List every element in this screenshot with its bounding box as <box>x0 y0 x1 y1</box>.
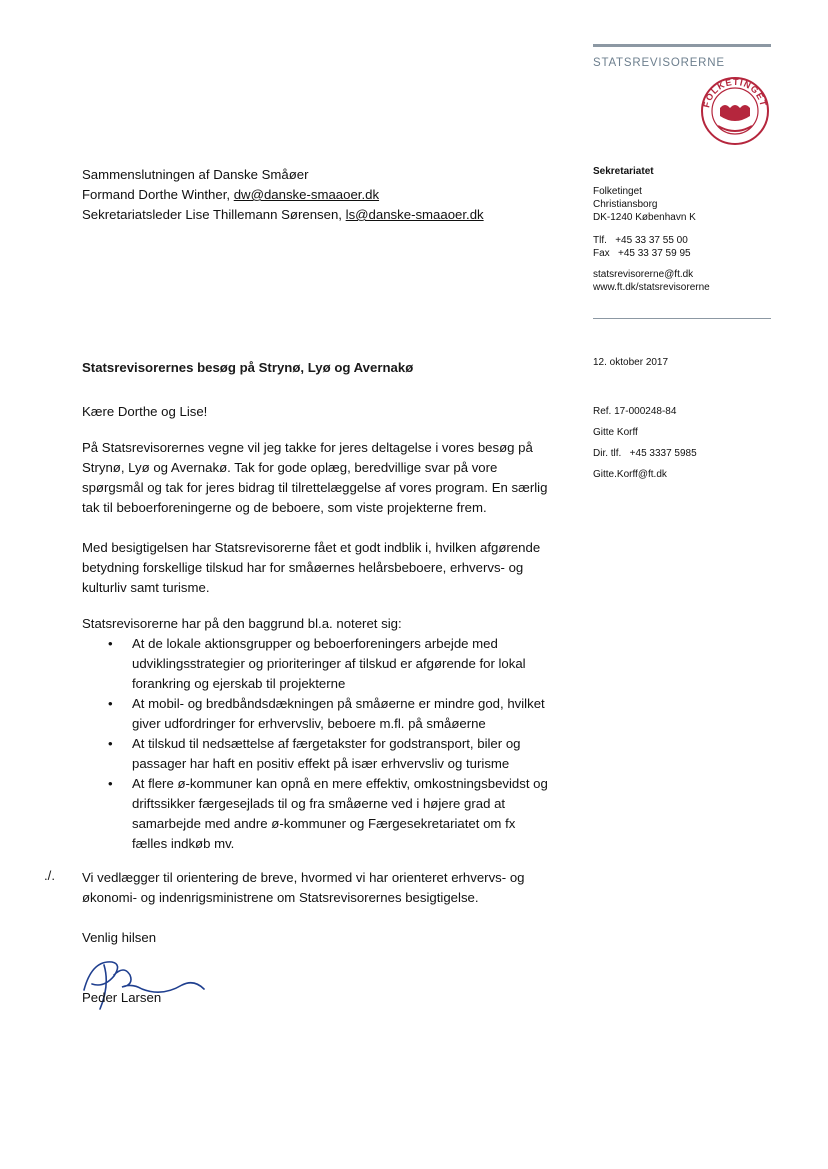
list-item: • At de lokale aktionsgrupper og beboerforeningers arbejde med udviklingsstrategier og prioriteringer af tilskud er afgørende for lokal forankring og ejerskab til projekterne <box>108 636 526 691</box>
greeting: Kære Dorthe og Lise! <box>82 404 208 419</box>
header-rule <box>593 44 771 47</box>
reference-number: Ref. 17-000248-84 <box>593 406 677 417</box>
reference-block <box>593 401 697 485</box>
sender-address-line: DK-1240 København K <box>593 212 696 223</box>
sender-address-line: Christiansborg <box>593 199 658 210</box>
contact-name: Gitte Korff <box>593 427 638 438</box>
brand-name: STATSREVISORERNE <box>593 57 725 69</box>
sender-fax: Fax +45 33 37 59 95 <box>593 248 691 259</box>
recipient-org: Sammenslutningen af Danske Småøer <box>82 167 309 182</box>
signer-name: Peder Larsen <box>82 990 162 1005</box>
sender-website: www.ft.dk/statsrevisorerne <box>593 282 710 293</box>
enclosure-mark: ./. <box>44 868 55 883</box>
folketinget-seal-icon <box>700 76 770 146</box>
list-item: • At mobil- og bredbåndsdækningen på småøerne er mindre god, hvilket giver udfordringer for erhvervsliv, beboere m.fl. på småøerne <box>108 696 545 731</box>
contact-email: Gitte.Korff@ft.dk <box>593 469 667 480</box>
findings-list <box>82 634 552 854</box>
sender-email: statsrevisorerne@ft.dk <box>593 269 694 280</box>
sender-address <box>593 185 696 224</box>
recipient-chair: Formand Dorthe Winther, dw@danske-smaaoer.dk <box>82 187 380 202</box>
recipient-secretary: Sekretariatsleder Lise Thillemann Sørensen, ls@danske-smaaoer.dk <box>82 207 484 222</box>
sender-address-line: Folketinget <box>593 186 642 197</box>
list-item: • At tilskud til nedsættelse af færgetakster for godstransport, biler og passager har haft en positiv effekt på især erhvervsliv og turisme <box>108 736 521 771</box>
sender-office: Sekretariatet <box>593 166 654 177</box>
sender-web <box>593 268 710 294</box>
list-item: • At flere ø-kommuner kan opnå en mere effektiv, omkostningsbevidst og driftssikker færgesejlads til og fra småøerne ved i højere grad at samarbejde med andre ø-kommuner og Færgesekretariatet om fx fælles indkøb mv. <box>108 776 548 851</box>
paragraph-1: På Statsrevisorernes vegne vil jeg takke for jeres deltagelse i vores besøg på Strynø, Lyø og Avernakø. Tak for gode oplæg, beredvillige svar på vore spørgsmål og tak for jeres bidrag til tilrettelæggelse af vores program. En særlig tak til beboerforeningerne og de beboere, som viste projekterne frem. <box>82 440 548 515</box>
letter-date: 12. oktober 2017 <box>593 357 669 368</box>
enclosure-text: Vi vedlægger til orientering de breve, hvormed vi har orienteret erhvervs- og økonomi- og indenrigsministrene om Statsrevisorernes besigtigelse. <box>82 870 525 905</box>
sender-phones <box>593 234 691 260</box>
secretary-email-link[interactable]: ls@danske-smaaoer.dk <box>345 207 484 222</box>
closing: Venlig hilsen <box>82 930 157 945</box>
contact-phone: Dir. tlf. +45 3337 5985 <box>593 448 697 459</box>
paragraph-2: Med besigtigelsen har Statsrevisorerne fået et godt indblik i, hvilken afgørende betydning forskellige tilskud har for småøernes helårsbeboere, erhvervs- og kulturliv samt turisme. <box>82 540 541 595</box>
svg-text:FOLKETINGET: FOLKETINGET <box>701 76 769 109</box>
paragraph-3: Statsrevisorerne har på den baggrund bl.a. noteret sig: • At de lokale aktionsgrupper og beboerforeningers arbejde med udviklingsstrategier og prioriteringer af tilskud er afgørende for lokal forankring og ejerskab til projekterne • At mobil- og bredbåndsdækningen på småøerne er mindre god, hvilket giver udfordringer for erhvervsliv, beboere m.fl. på småøerne • At tilskud til nedsættelse af færgetakster for godstransport, biler og passager har haft en positiv effekt på især erhvervsliv og turisme • At flere ø-kommuner kan opnå en mere effektiv, omkostningsbevidst og driftssikker færgesejlads til og fra småøerne ved i højere grad at samarbejde med andre ø-kommuner og Færgesekretariatet om fx fælles indkøb mv. <box>82 614 552 854</box>
chair-email-link[interactable]: dw@danske-smaaoer.dk <box>233 187 380 202</box>
sidebar-rule <box>593 318 771 319</box>
recipient-address <box>82 165 484 225</box>
sender-phone: Tlf. +45 33 37 55 00 <box>593 235 688 246</box>
letter-subject: Statsrevisorernes besøg på Strynø, Lyø og Avernakø <box>82 360 414 375</box>
